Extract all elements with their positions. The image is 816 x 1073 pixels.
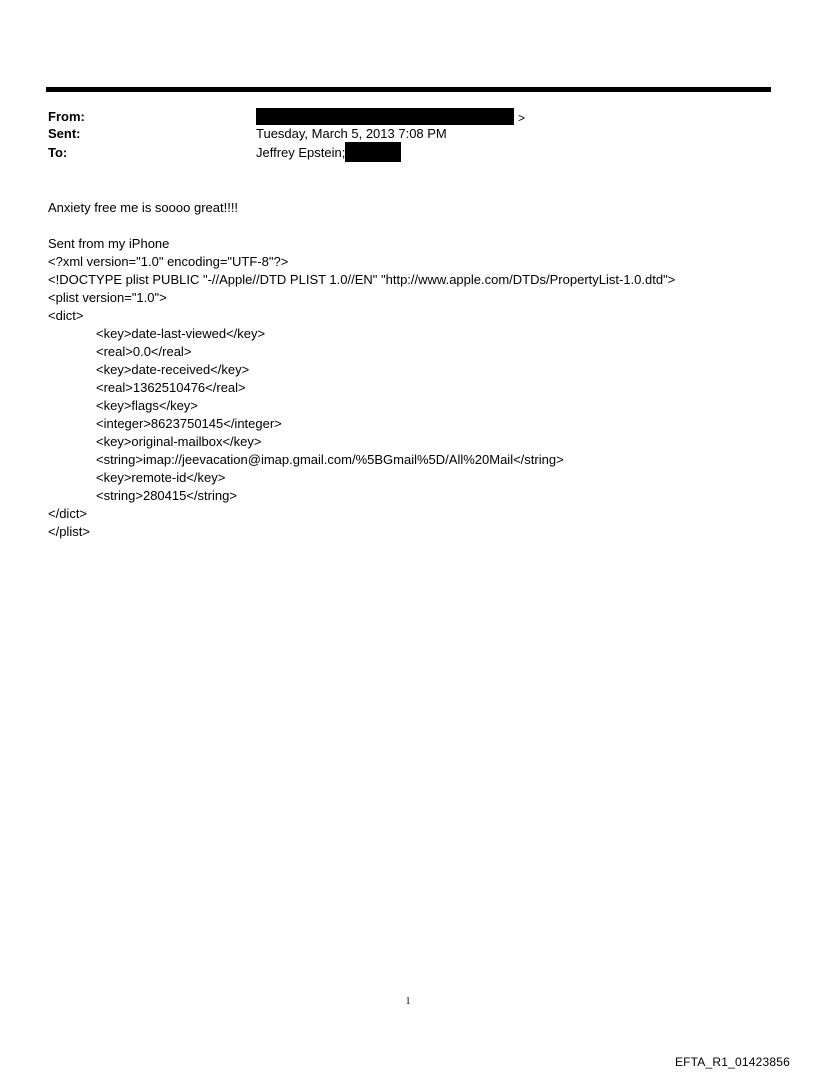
to-recipient: Jeffrey Epstein;	[256, 145, 346, 160]
spacer	[48, 217, 778, 235]
to-label: To:	[48, 145, 68, 160]
xml-line: <key>date-received</key>	[96, 362, 250, 377]
redaction-box	[256, 108, 514, 125]
xml-line: <?xml version="1.0" encoding="UTF-8"?>	[48, 254, 289, 269]
xml-line: <key>flags</key>	[96, 398, 198, 413]
xml-line: <!DOCTYPE plist PUBLIC "-//Apple//DTD PLIST 1.0//EN" "http://www.apple.com/DTDs/PropertyList-1.0.dtd">	[48, 272, 676, 287]
xml-line: <plist version="1.0">	[48, 290, 167, 305]
xml-line: <string>imap://jeevacation@imap.gmail.com/%5BGmail%5D/All%20Mail</string>	[96, 452, 564, 467]
sent-value: Tuesday, March 5, 2013 7:08 PM	[256, 126, 447, 141]
from-label: From:	[48, 109, 85, 124]
xml-line: <dict>	[48, 308, 84, 323]
email-body	[48, 199, 778, 541]
xml-line: <key>original-mailbox</key>	[96, 434, 262, 449]
xml-line: <real>1362510476</real>	[96, 380, 246, 395]
xml-line: <string>280415</string>	[96, 488, 237, 503]
header-rule	[46, 87, 771, 92]
from-value	[256, 109, 525, 126]
signature-text: Sent from my iPhone	[48, 236, 170, 251]
bates-number: EFTA_R1_01423856	[674, 1055, 790, 1069]
xml-line: <real>0.0</real>	[96, 344, 192, 359]
xml-line: </dict>	[48, 506, 88, 521]
from-tail: >	[518, 110, 526, 125]
page-number: 1	[405, 996, 411, 1007]
xml-line: </plist>	[48, 524, 90, 539]
sent-label: Sent:	[48, 126, 81, 141]
message-text: Anxiety free me is soooo great!!!!	[48, 200, 239, 215]
xml-line: <key>remote-id</key>	[96, 470, 226, 485]
redaction-box	[345, 142, 401, 162]
to-value	[256, 145, 401, 162]
xml-line: <integer>8623750145</integer>	[96, 416, 282, 431]
xml-line: <key>date-last-viewed</key>	[96, 326, 266, 341]
